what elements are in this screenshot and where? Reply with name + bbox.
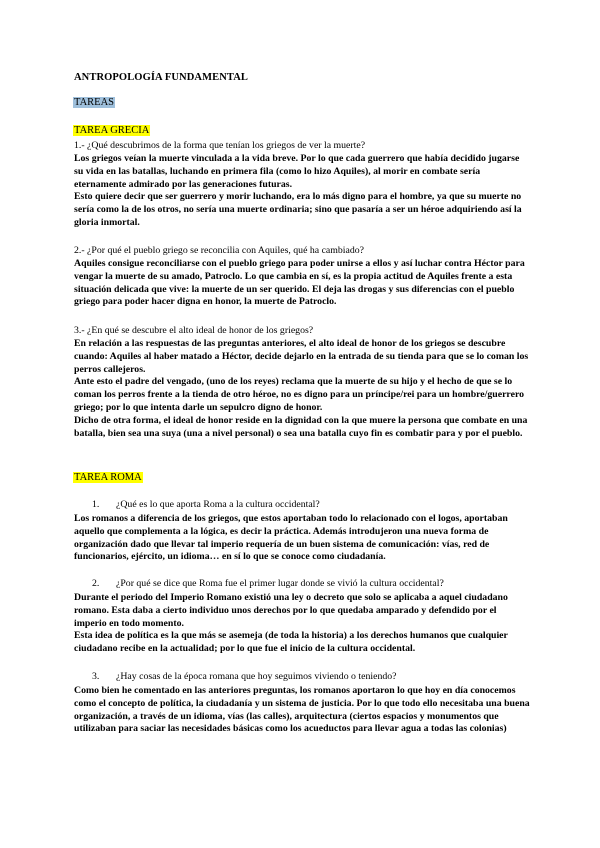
roma-answer-3 — [74, 685, 530, 736]
roma-answer-2-paragraph: Esta idea de política es la que más se asemeja (de toda la historia) a los derechos humanos que cualquier ciudadano recibe en la actualidad; por lo que fue el inicio de la cultura occidental. — [74, 630, 508, 655]
tareas-heading: TAREAS — [74, 97, 114, 108]
roma-question-3-number: 3. — [92, 671, 100, 682]
grecia-answer-1-paragraph: Esto quiere decir que ser guerrero y morir luchando, era lo más digno para el hombre, ya que su muerte no sería como la de los otros, no sería una muerte ordinaria; sino que pasaría a ser un héroe adquiriendo así la gloria inmortal. — [74, 191, 522, 228]
grecia-answer-3-paragraph: Ante esto el padre del vengado, (uno de los reyes) reclama que la muerte de su hijo y el hecho de que se lo coman los perros frente a la tienda de otro héroe, no es digno para un príncipe/rei para un hombre/guerrero griego; por lo que intenta darle un sepulcro digno de honor. — [74, 376, 525, 413]
roma-answer-2-paragraph: Durante el periodo del Imperio Romano existió una ley o decreto que solo se aplicaba a aquel ciudadano romano. Esta daba a cierto individuo unos derechos por lo que quedaba amparado y defendido por el imperio en todo momento. — [74, 592, 508, 629]
grecia-answer-1 — [74, 153, 530, 230]
grecia-question-2: 2.- ¿Por qué el pueblo griego se reconcilia con Aquiles, qué ha cambiado? — [74, 245, 364, 256]
roma-question-1 — [92, 499, 320, 510]
roma-question-2 — [92, 578, 444, 589]
grecia-answer-3-paragraph: En relación a las respuestas de las preguntas anteriores, el alto ideal de honor de los griegos se descubre cuando: Aquiles al haber matado a Héctor, decide dejarlo en la entrada de su tienda para que se lo coman los perros callejeros. — [74, 338, 529, 375]
grecia-answer-3-paragraph: Dicho de otra forma, el ideal de honor reside en la dignidad con la que muere la persona que combate en una batalla, bien sea una suya (una a nivel personal) o sea una batalla cuyo fin es combatir para y por el pueblo. — [74, 414, 528, 439]
roma-answer-3-paragraph: Como bien he comentado en las anteriores preguntas, los romanos aportaron lo que hoy en día conocemos como el concepto de política, la ciudadanía y un sistema de justicia. Por lo que todo ello necesitaba una buena organización, a través de un idioma, vías (las calles), arquitectura (ciertos espacios y monumentos que utilizaban para saciar las necesidades básicas como los acueductos para llevar agua a todas las colonias) — [74, 685, 530, 735]
grecia-answer-2 — [74, 258, 530, 309]
roma-question-3-text: ¿Hay cosas de la época romana que hoy seguimos viviendo o teniendo? — [116, 671, 397, 682]
roma-question-2-number: 2. — [92, 578, 100, 589]
roma-question-2-text: ¿Por qué se dice que Roma fue el primer lugar donde se vivió la cultura occidental? — [116, 578, 444, 589]
roma-answer-2 — [74, 592, 530, 656]
grecia-answer-1-paragraph: Los griegos veían la muerte vinculada a la vida breve. Por lo que cada guerrero que había decidido jugarse su vida en las batallas, luchando en primera fila (como lo hizo Aquiles), al morir en combate sería eternamente admirado por las generaciones futuras. — [74, 153, 520, 190]
roma-answer-1 — [74, 513, 530, 564]
tarea-roma-heading: TAREA ROMA — [74, 472, 142, 483]
grecia-answer-2-paragraph: Aquiles consigue reconciliarse con el pueblo griego para poder unirse a ellos y así luchar contra Héctor para vengar la muerte de su amado, Patroclo. Lo que cambia en sí, es la propia actitud de Aquiles frente a esta situación delicada que vive: la muerte de un ser querido. El deja las drogas y sus diferencias con el pueblo griego para poder hacer digna en honor, la muerte de Patroclo. — [74, 258, 525, 308]
roma-question-1-number: 1. — [92, 499, 100, 510]
roma-question-1-text: ¿Qué es lo que aporta Roma a la cultura occidental? — [116, 499, 320, 510]
roma-answer-1-paragraph: Los romanos a diferencia de los griegos, que estos aportaban todo lo relacionado con el logos, aportaban aquello que complementa a la lógica, es decir la práctica. Además introdujeron una nueva forma de organización dado que llevar tal imperio requería de un buen sistema de comunicación: vías, red de funcionarios, ejército, un idioma… en sí lo que se conoce como ciudadanía. — [74, 513, 508, 563]
document-title: ANTROPOLOGÍA FUNDAMENTAL — [74, 72, 249, 83]
tarea-grecia-heading: TAREA GRECIA — [74, 125, 150, 136]
grecia-question-3: 3.- ¿En qué se descubre el alto ideal de honor de los griegos? — [74, 325, 314, 336]
grecia-answer-3 — [74, 338, 530, 440]
roma-question-3 — [92, 671, 396, 682]
grecia-question-1: 1.- ¿Qué descubrimos de la forma que tenían los griegos de ver la muerte? — [74, 140, 366, 151]
